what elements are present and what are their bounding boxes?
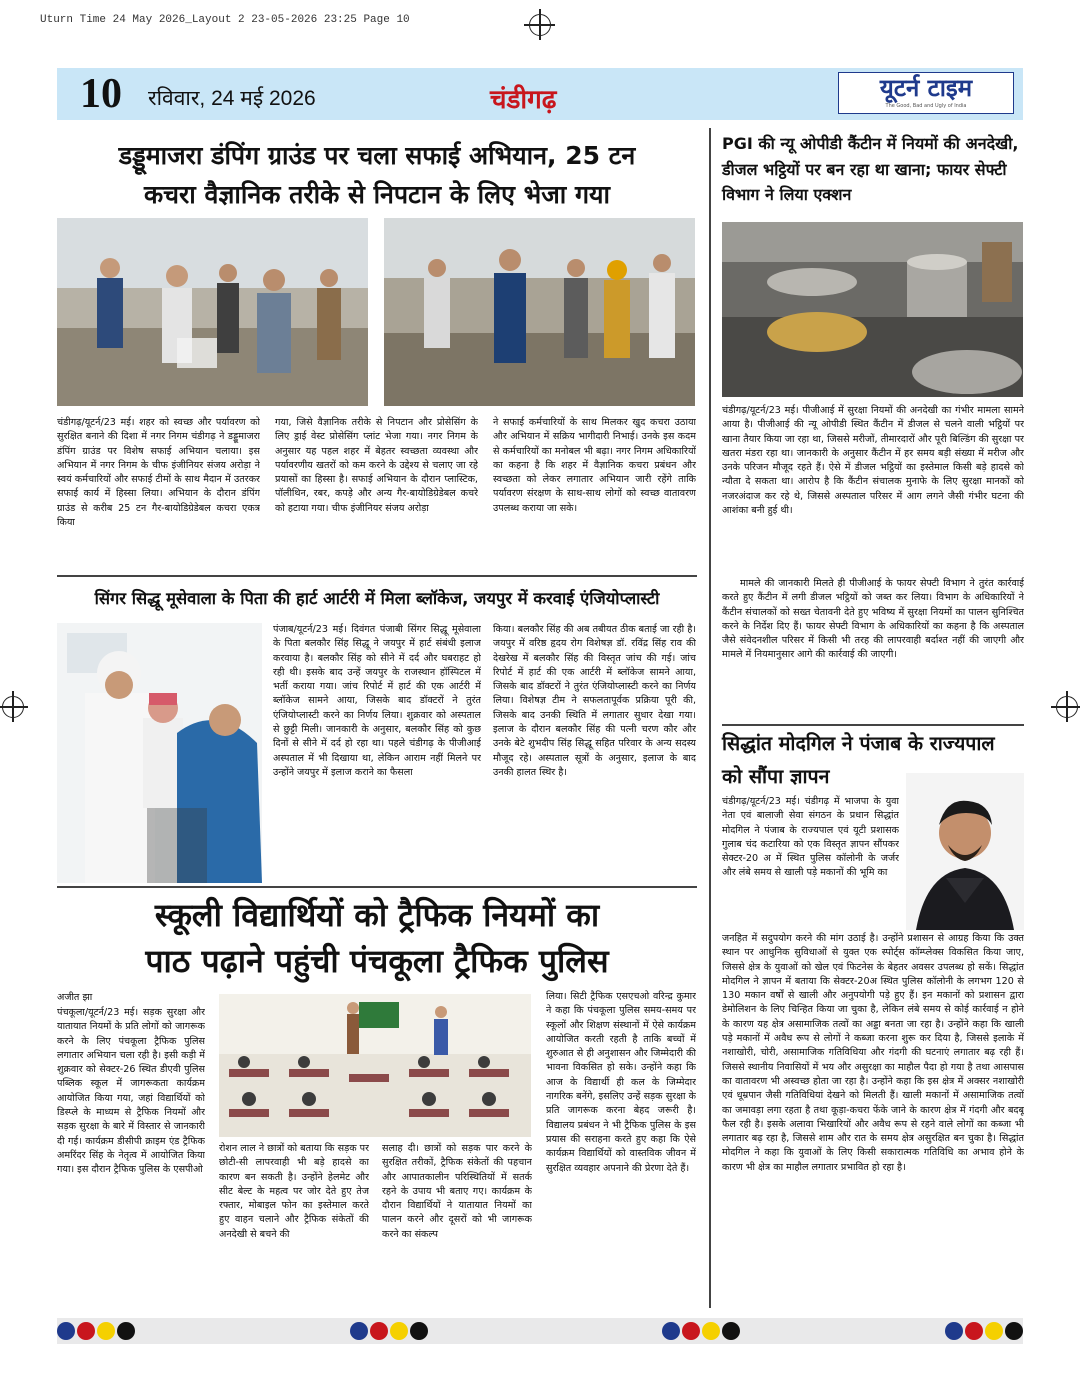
registration-mark-icon [529,14,551,36]
cleanup-photo-left [57,218,368,406]
registration-mark-icon [1056,696,1078,718]
magenta-dot [965,1322,983,1340]
black-dot [410,1322,428,1340]
story5-headline-line1: सिद्धांत मोदगिल ने पंजाब के राज्यपाल [722,732,995,755]
story4-paragraph-1: चंडीगढ़/यूटर्न/23 मई। पीजीआई में सुरक्षा नियमों की अनदेखी का गंभीर मामला सामने आया है। पीजीआई की न्यू ओपीडी स्थित कैंटीन में डीजल से चलने वाली भट्ठियों पर खाना तैयार किया जा रहा था, जिससे मरीजों, तीमारदारों और पूरी बिल्डिंग की सुरक्षा पर खतरा मंडरा रहा था। जानकारी के अनुसार कैंटीन में हर समय बड़ी संख्या में मरीज और उनके परिजन मौजूद रहते हैं। ऐसे में डीजल भट्ठियों का इस्तेमाल किसी बड़े हादसे को न्यौता दे सकता था। आरोप है कि कैंटीन संचालक मुनाफे के लिए सुरक्षा मानकों को नजरअंदाज कर रहे थे, जिससे अस्पताल परिसर में आग लगने जैसी गंभीर घटना की आशंका बनी हुई थी। [722,405,1024,517]
story5-headline-line2: को सौंपा ज्ञापन [722,765,830,788]
story1-headline-line1: डड्डूमाजरा डंपिंग ग्राउंड पर चला सफाई अभियान, 25 टन [118,141,636,170]
cleanup-photo-right [384,218,695,406]
color-dots-group-3 [662,1322,740,1340]
newspaper-logo [838,72,1014,114]
person-icon [219,994,531,1137]
black-dot [1005,1322,1023,1340]
yellow-dot [390,1322,408,1340]
pot-icon [722,222,1023,397]
story3-column-2: रोशन लाल ने छात्रों को बताया कि सड़क पर छोटी-सी लापरवाही भी बड़े हादसे का कारण बन सकती है। उन्होंने हेलमेट और सीट बेल्ट के महत्व पर जोर देते हुए तेज रफ्तार, मोबाइल फोन का इस्तेमाल करते हुए वाहन चलाने और ट्रैफिक संकेतों की अनदेखी से बचने की [219,1143,369,1240]
registration-mark-icon [2,696,24,718]
story4-headline: PGI की न्यू ओपीडी कैंटीन में नियमों की अनदेखी, डीजल भट्ठियों पर बन रहा था खाना; फायर सेफ्टी विभाग ने लिया एक्शन [722,134,1019,204]
magenta-dot [370,1322,388,1340]
color-dots-group-1 [57,1322,135,1340]
cyan-dot [662,1322,680,1340]
cyan-dot [945,1322,963,1340]
color-dots-group-4 [945,1322,1023,1340]
color-bar [57,1318,1023,1344]
story3-headline [57,892,697,984]
person-icon [57,623,262,883]
story2-column-1: पंजाब/यूटर्न/23 मई। दिवंगत पंजाबी सिंगर सिद्धू मूसेवाला के पिता बलकौर सिंह सिद्धू ने जयपुर में हार्ट संबंधी इलाज करवाया है। बलकौर सिंह को सीने में दर्द और घबराहट हो रही थी। इसके बाद उन्हें जयपुर के राजस्थान हॉस्पिटल में भर्ती कराया गया। जांच रिपोर्ट में हार्ट की एक आर्टरी में ब्लॉकेज सामने आया, जिसके बाद डॉक्टरों ने तुरंत एंजियोप्लास्टी करने का निर्णय लिया। शुक्रवार को अस्पताल से छुट्टी मिली। जानकारी के अनुसार, बलकौर सिंह को कुछ दिनों से सीने में दर्द हो रहा था। पहले चंडीगढ़ के पीजीआई अस्पताल में भी दिखाया था, लेकिन आराम नहीं मिलने पर उन्होंने जयपुर में इलाज कराने का फैसला [273,624,481,778]
divider [57,575,697,577]
divider [57,886,697,888]
logo-tagline: The Good, Bad and Ugly of India [885,103,967,109]
story1-headline-line2: कचरा वैज्ञानिक तरीके से निपटान के लिए भेजा गया [143,180,610,209]
yellow-dot [985,1322,1003,1340]
story3-column-1: पंचकूला/यूटर्न/23 मई। सड़क सुरक्षा और यातायात नियमों के प्रति लोगों को जागरूक करने के लिए पंचकूला ट्रैफिक पुलिस लगातार अभियान चला रही है। इसी कड़ी में शुक्रवार को सेक्टर-26 स्थित डीएवी पुलिस पब्लिक स्कूल में जागरूकता कार्यक्रम आयोजित किया गया, जहां विद्यार्थियों को डिस्प्ले के माध्यम से ट्रैफिक नियमों और सड़क सुरक्षा के बारे में विस्तार से जानकारी दी गई। कार्यक्रम डीसीपी क्राइम एंड ट्रैफिक अमरिंदर सिंह के नेतृत्व में आयोजित किया गया। इस दौरान ट्रैफिक पुलिस के एसपीओ [57,1007,205,1176]
column-divider [709,128,711,1308]
yellow-dot [97,1322,115,1340]
print-slug: Uturn Time 24 May 2026_Layout 2 23-05-2026 23:25 Page 10 [40,14,410,26]
section-city: चंडीगढ़ [490,84,557,114]
story4-paragraph-2: मामले की जानकारी मिलते ही पीजीआई के फायर सेफ्टी विभाग ने तुरंत कार्रवाई करते हुए कैंटीन में लगी डीजल भट्ठियों को जब्त कर लिया। विभाग के अधिकारियों ने कैंटीन संचालकों को सख्त चेतावनी देते हुए भविष्य में सुरक्षा नियमों का पालन सुनिश्चित करने के निर्देश दिए हैं। फायर सेफ्टी विभाग के अधिकारियों का कहना है कि अस्पताल जैसे संवेदनशील परिसर में किसी भी तरह की लापरवाही बर्दाश्त नहीं की जाएगी और मामले में नियमानुसार आगे की कार्रवाई की जाएगी। [722,578,1024,661]
black-dot [117,1322,135,1340]
cyan-dot [57,1322,75,1340]
story2-headline: सिंगर सिद्धू मूसेवाला के पिता की हार्ट आर्टरी में मिला ब्लॉकेज, जयपुर में करवाई एंजियोप्लास्टी [94,589,660,608]
canteen-kitchen-photo [722,222,1023,397]
story3-column-3: सलाह दी। छात्रों को सड़क पार करने के सुरक्षित तरीकों, ट्रैफिक संकेतों की पहचान और आपातकालीन परिस्थितियों में सतर्क रहने के उपाय भी बताए गए। कार्यक्रम के दौरान विद्यार्थियों ने यातायात नियमों का पालन करने और दूसरों को भी जागरूक करने का संकल्प [382,1143,532,1240]
story5-body: जनहित में सदुपयोग करने की मांग उठाई है। उन्होंने प्रशासन से आग्रह किया कि उक्त स्थान पर आधुनिक सुविधाओं से युक्त एक स्पोर्ट्स कॉम्प्लेक्स विकसित किया जाए, जिससे क्षेत्र के युवाओं को खेल एवं फिटनेस के बेहतर अवसर उपलब्ध हो सकें। सिद्धांत मोदगिल ने ज्ञापन में बताया कि सेक्टर-20अ स्थित पुलिस कॉलोनी के लगभग 120 से 130 मकान वर्षों से खाली और अनुपयोगी पड़े हुए हैं। इन मकानों को प्रशासन द्वारा डेमोलिशन के लिए चिन्हित किया जा चुका है, लेकिन लंबे समय से कोई कार्रवाई न होने के कारण यह क्षेत्र असामाजिक तत्वों का अड्डा बनता जा रहा है। उन्होंने कहा कि खाली पड़े मकानों में अवैध रूप से लोगों ने कब्जा करना शुरू कर दिया है, जिससे इलाके में नशाखोरी, चोरी, असामाजिक गतिविधिया और गंदगी की घटनाएं लगातार बढ़ रही हैं। जिससे स्थानीय निवासियों में भय और असुरक्षा का माहौल पैदा हो गया है तथा आसपास का वातावरण भी अस्वच्छ होता जा रहा है। उन्होंने कहा कि इस क्षेत्र में अक्सर नशाखोरी एवं धूम्रपान जैसी गतिविधियां देखने को मिलती हैं। खाली मकानों में असामाजिक तत्वों का जमावड़ा लगा रहता है तथा कूड़ा-कचरा फेंके जाने के कारण क्षेत्र में गंदगी और बदबू फैल रही है। इसके अलावा भिखारियों और अवैध रूप से रहने वाले लोगों का कब्जा भी लगातार बढ़ रहा है, जिससे शाम और रात के समय क्षेत्र असुरक्षित बन चुका है। सिद्धांत मोदगिल ने कहा कि युवाओं के लिए किसी सकारात्मक गतिविधि का अभाव होने के कारण भी क्षेत्र का माहौल लगातार प्रभावित हो रहा है। [722,933,1024,1173]
black-dot [722,1322,740,1340]
issue-date: रविवार, 24 मई 2026 [148,87,316,110]
person-icon [57,218,368,406]
story5-lead: चंडीगढ़/यूटर्न/23 मई। चंडीगढ़ में भाजपा के युवा नेता एवं बालाजी सेवा संगठन के प्रधान सिद्धांत मोदगिल ने पंजाब के राज्यपाल एवं यूटी प्रशासक गुलाब चंद कटारिया को एक विस्तृत ज्ञापन सौंपकर सेक्टर-20 अ में स्थित पुलिस कॉलोनी के जर्जर और लंबे समय से खाली पड़े मकानों की भूमि का [722,796,899,879]
story3-headline-line1: स्कूली विद्यार्थियों को ट्रैफिक नियमों का [154,896,600,934]
cyan-dot [350,1322,368,1340]
person-icon [906,773,1024,930]
person-icon [384,218,695,406]
classroom-photo [219,994,531,1137]
divider [722,724,1024,726]
yellow-dot [702,1322,720,1340]
page-number: 10 [80,71,122,117]
story1-headline [57,136,697,214]
story1-column-3: ने सफाई कर्मचारियों के साथ मिलकर खुद कचरा उठाया और अभियान में सक्रिय भागीदारी निभाई। उनके इस कदम से कर्मचारियों का मनोबल भी बढ़ा। नगर निगम अधिकारियों का कहना है कि शहर में वैज्ञानिक कचरा प्रबंधन और स्वच्छता को लेकर लगातार अभियान जारी रहेंगे ताकि पर्यावरण संरक्षण के साथ-साथ लोगों को स्वच्छ वातावरण उपलब्ध कराया जा सके। [493,417,696,514]
logo-text: यूटर्न टाइम [879,74,973,102]
magenta-dot [77,1322,95,1340]
family-hospital-photo [57,623,262,883]
story2-column-2: किया। बलकौर सिंह की अब तबीयत ठीक बताई जा रही है। जयपुर में वरिष्ठ हृदय रोग विशेषज्ञ डॉ. रविंद्र सिंह राव की देखरेख में बलकौर सिंह की विस्तृत जांच की गई। जांच रिपोर्ट में हार्ट की एक आर्टरी में ब्लॉकेज सामने आया, जिसके बाद डॉक्टरों ने तुरंत एंजियोप्लास्टी करने का निर्णय लिया। विशेषज्ञ टीम ने सफलतापूर्वक प्रक्रिया पूरी की, जिसके बाद उनकी स्थिति में लगातार सुधार देखा गया। इलाज के दौरान बलकौर सिंह की पत्नी चरण कौर और उनके बेटे शुभदीप सिंह सिद्धू सहित परिवार के अन्य सदस्य मौजूद रहे। अस्पताल सूत्रों के अनुसार, इलाज के बाद उनकी हालत स्थिर है। [493,624,696,778]
story1-column-2: गया, जिसे वैज्ञानिक तरीके से निपटान और प्रोसेसिंग के लिए ड्राई वेस्ट प्रोसेसिंग प्लांट भेजा गया। नगर निगम के अनुसार यह पहल शहर में बेहतर स्वच्छता व्यवस्था और पर्यावरणीय खतरों को कम करने के उद्देश्य से चलाए जा रहे प्रयासों का हिस्सा है। सफाई अभियान के दौरान प्लास्टिक, पॉलीथिन, रबर, कपड़े और अन्य गैर-बायोडिग्रेडेबल कचरे को हटाया गया। चीफ इंजीनियर संजय अरोड़ा [275,417,478,514]
color-dots-group-2 [350,1322,428,1340]
story3-column-4: लिया। सिटी ट्रैफिक एसएचओ वरिन्द्र कुमार ने कहा कि पंचकूला पुलिस समय-समय पर स्कूलों और शिक्षण संस्थानों में ऐसे कार्यक्रम आयोजित करती रहती है ताकि बच्चों में शुरुआत से ही अनुशासन और जिम्मेदारी की भावना विकसित हो सके। उन्होंने कहा कि आज के विद्यार्थी ही कल के जिम्मेदार नागरिक बनेंगे, इसलिए उन्हें सड़क सुरक्षा के प्रति जागरूक करना बेहद जरूरी है। विद्यालय प्रबंधन ने भी ट्रैफिक पुलिस के इस प्रयास की सराहना करते हुए कहा कि ऐसे कार्यक्रम विद्यार्थियों को वास्तविक जीवन में सुरक्षित व्यवहार अपनाने की प्रेरणा देते हैं। [546,991,696,1174]
story1-column-1: चंडीगढ़/यूटर्न/23 मई। शहर को स्वच्छ और पर्यावरण को सुरक्षित बनाने की दिशा में नगर निगम चंडीगढ़ ने डड्डूमाजरा डंपिंग ग्राउंड पर विशेष सफाई अभियान चलाया। इस अभियान में नगर निगम के चीफ इंजीनियर संजय अरोड़ा ने स्वयं कर्मचारियों और सफाई टीमों के साथ मैदान में उतरकर सफाई कार्य में हिस्सा लिया। अभियान के दौरान डंपिंग ग्राउंड से करीब 25 टन गैर-बायोडिग्रेडेबल कचरा एकत्र किया [57,417,260,529]
portrait-photo [906,773,1024,930]
magenta-dot [682,1322,700,1340]
story3-headline-line2: पाठ पढ़ाने पहुंची पंचकूला ट्रैफिक पुलिस [145,942,609,980]
story3-byline: अजीत झा [57,992,93,1003]
